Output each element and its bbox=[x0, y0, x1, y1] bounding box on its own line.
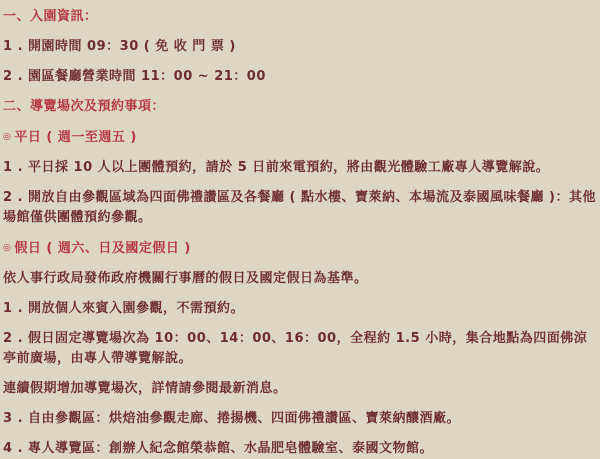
weekday-item-1: 1 . 平日採 10 人以上團體預約，請於 5 日前來電預約，將由觀光體驗工廠專人導覽解說。 bbox=[3, 160, 550, 175]
circle-bullet-icon: ◎ bbox=[3, 132, 12, 142]
holiday-heading-label: 假日 ( 週六、日及國定假日 ) bbox=[14, 241, 191, 256]
holiday-basis-note: 依人事行政局發佈政府機關行事曆的假日及國定假日為基準。 bbox=[3, 271, 368, 286]
weekday-heading bbox=[3, 127, 598, 148]
opening-hours-item: 1 . 開園時間 09：30 ( 免 收 門 票 ) bbox=[3, 39, 236, 54]
restaurant-hours-item: 2 . 園區餐廳營業時間 11：00 ~ 21：00 bbox=[3, 69, 266, 84]
section2-heading: 二、導覽場次及預約事項： bbox=[3, 99, 166, 114]
holiday-item-2: 2 . 假日固定導覽場次為 10：00、14：00、16：00，全程約 1.5 小時，集合地點為四面佛涼亭前廣場，由專人帶導覽解說。 bbox=[3, 331, 588, 366]
weekday-heading-label: 平日 ( 週一至週五 ) bbox=[14, 130, 137, 145]
free-visit-area-item: 3 . 自由參觀區：烘焙油參觀走廊、捲揚機、四面佛禮讚區、寶萊納釀酒廠。 bbox=[3, 411, 461, 426]
weekday-item-2: 2 . 開放自由參觀區域為四面佛禮讚區及各餐廳 ( 點水樓、寶萊納、本場流及泰國風味餐廳 )：其他場館僅供團體預約參觀。 bbox=[3, 190, 596, 225]
guided-area-item: 4 . 專人導覽區：創辦人紀念館榮恭館、水晶肥皂體驗室、泰國文物館。 bbox=[3, 441, 434, 456]
circle-bullet-icon: ◎ bbox=[3, 243, 12, 253]
section1-heading: 一、入園資訊： bbox=[3, 9, 98, 24]
holiday-heading bbox=[3, 238, 598, 259]
holiday-extra-note: 連續假期增加導覽場次，詳情請參閱最新消息。 bbox=[3, 381, 287, 396]
holiday-item-1: 1 . 開放個人來賓入園參觀，不需預約。 bbox=[3, 301, 245, 316]
